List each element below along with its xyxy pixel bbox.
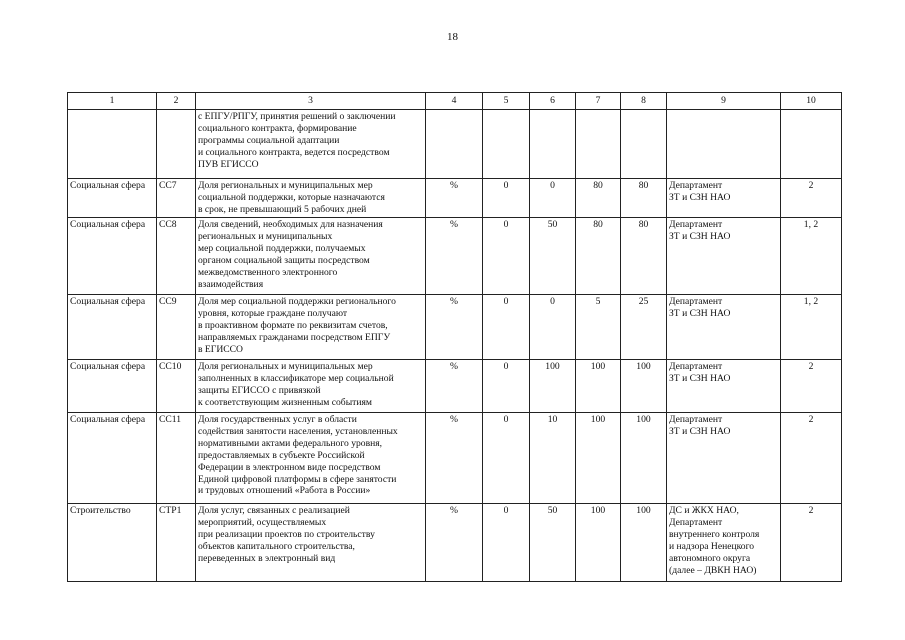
value-cell: 100 <box>576 413 621 504</box>
description-cell: Доля региональных и муниципальных мер социальной поддержки, которые назначаются в срок, не превышающий 5 рабочих дней <box>196 179 426 218</box>
responsible-cell: Департамент ЗТ и СЗН НАО <box>667 413 781 504</box>
value-cell <box>621 110 667 179</box>
notes-cell: 1, 2 <box>781 218 842 295</box>
header-cell: 10 <box>781 93 842 110</box>
header-cell: 6 <box>530 93 576 110</box>
value-cell: 80 <box>621 179 667 218</box>
header-cell: 5 <box>483 93 530 110</box>
description-cell: Доля государственных услуг в области содействия занятости населения, установленных нормативными актами федерального уровня, предоставляемых в субъекте Российской Федерации в электронном виде посредством Единой цифровой платформы в сфере занятости и трудовых отношений «Работа в России» <box>196 413 426 504</box>
responsible-cell: Департамент ЗТ и СЗН НАО <box>667 295 781 360</box>
description-cell: Доля услуг, связанных с реализацией мероприятий, осуществляемых при реализации проектов по строительству объектов капитального строительства, переведенных в электронный вид <box>196 504 426 582</box>
header-cell: 1 <box>68 93 157 110</box>
table-row <box>68 295 842 360</box>
value-cell: 0 <box>483 295 530 360</box>
sphere-cell <box>68 110 157 179</box>
value-cell: 0 <box>483 504 530 582</box>
sphere-cell: Социальная сфера <box>68 218 157 295</box>
indicators-table <box>67 92 842 582</box>
table-row <box>68 360 842 413</box>
value-cell: 0 <box>483 360 530 413</box>
code-cell: СС7 <box>157 179 196 218</box>
header-cell: 4 <box>426 93 483 110</box>
description-cell: Доля сведений, необходимых для назначения региональных и муниципальных мер социальной поддержки, получаемых органом социальной защиты посредством межведомственного электронного взаимодействия <box>196 218 426 295</box>
notes-cell: 2 <box>781 360 842 413</box>
header-cell: 2 <box>157 93 196 110</box>
responsible-cell <box>667 110 781 179</box>
responsible-cell: ДС и ЖКХ НАО, Департамент внутреннего контроля и надзора Ненецкого автономного округа (далее – ДВКН НАО) <box>667 504 781 582</box>
code-cell: СТР1 <box>157 504 196 582</box>
notes-cell: 1, 2 <box>781 295 842 360</box>
value-cell: 0 <box>483 179 530 218</box>
header-cell: 7 <box>576 93 621 110</box>
code-cell <box>157 110 196 179</box>
unit-cell: % <box>426 179 483 218</box>
value-cell: 0 <box>530 295 576 360</box>
value-cell: 100 <box>621 504 667 582</box>
notes-cell <box>781 110 842 179</box>
value-cell: 0 <box>483 413 530 504</box>
page-number: 18 <box>447 31 458 43</box>
value-cell: 0 <box>483 218 530 295</box>
value-cell: 50 <box>530 218 576 295</box>
header-cell: 8 <box>621 93 667 110</box>
code-cell: СС10 <box>157 360 196 413</box>
table-row <box>68 218 842 295</box>
value-cell <box>576 110 621 179</box>
sphere-cell: Социальная сфера <box>68 179 157 218</box>
code-cell: СС11 <box>157 413 196 504</box>
code-cell: СС8 <box>157 218 196 295</box>
value-cell: 100 <box>621 360 667 413</box>
value-cell <box>483 110 530 179</box>
table-row <box>68 413 842 504</box>
unit-cell: % <box>426 504 483 582</box>
responsible-cell: Департамент ЗТ и СЗН НАО <box>667 360 781 413</box>
sphere-cell: Строительство <box>68 504 157 582</box>
table-row <box>68 504 842 582</box>
responsible-cell: Департамент ЗТ и СЗН НАО <box>667 218 781 295</box>
value-cell: 50 <box>530 504 576 582</box>
header-cell: 9 <box>667 93 781 110</box>
unit-cell: % <box>426 218 483 295</box>
value-cell: 25 <box>621 295 667 360</box>
header-cell: 3 <box>196 93 426 110</box>
code-cell: СС9 <box>157 295 196 360</box>
value-cell: 5 <box>576 295 621 360</box>
sphere-cell: Социальная сфера <box>68 413 157 504</box>
unit-cell: % <box>426 413 483 504</box>
value-cell: 100 <box>530 360 576 413</box>
unit-cell <box>426 110 483 179</box>
value-cell: 80 <box>576 218 621 295</box>
notes-cell: 2 <box>781 504 842 582</box>
description-cell: с ЕПГУ/РПГУ, принятия решений о заключении социального контракта, формирование программы социальной адаптации и социального контракта, ведется посредством ПУВ ЕГИССО <box>196 110 426 179</box>
header-row <box>68 93 842 110</box>
notes-cell: 2 <box>781 413 842 504</box>
table-row <box>68 179 842 218</box>
table-row <box>68 110 842 179</box>
unit-cell: % <box>426 295 483 360</box>
sphere-cell: Социальная сфера <box>68 295 157 360</box>
value-cell: 80 <box>621 218 667 295</box>
notes-cell: 2 <box>781 179 842 218</box>
value-cell: 100 <box>576 504 621 582</box>
description-cell: Доля региональных и муниципальных мер заполненных в классификаторе мер социальной защиты ЕГИССО с привязкой к соответствующим жизненным событиям <box>196 360 426 413</box>
value-cell: 10 <box>530 413 576 504</box>
value-cell <box>530 110 576 179</box>
value-cell: 80 <box>576 179 621 218</box>
responsible-cell: Департамент ЗТ и СЗН НАО <box>667 179 781 218</box>
value-cell: 100 <box>621 413 667 504</box>
unit-cell: % <box>426 360 483 413</box>
description-cell: Доля мер социальной поддержки регионального уровня, которые граждане получают в проактивном формате по реквизитам счетов, направляемых гражданами посредством ЕПГУ в ЕГИССО <box>196 295 426 360</box>
value-cell: 100 <box>576 360 621 413</box>
sphere-cell: Социальная сфера <box>68 360 157 413</box>
value-cell: 0 <box>530 179 576 218</box>
